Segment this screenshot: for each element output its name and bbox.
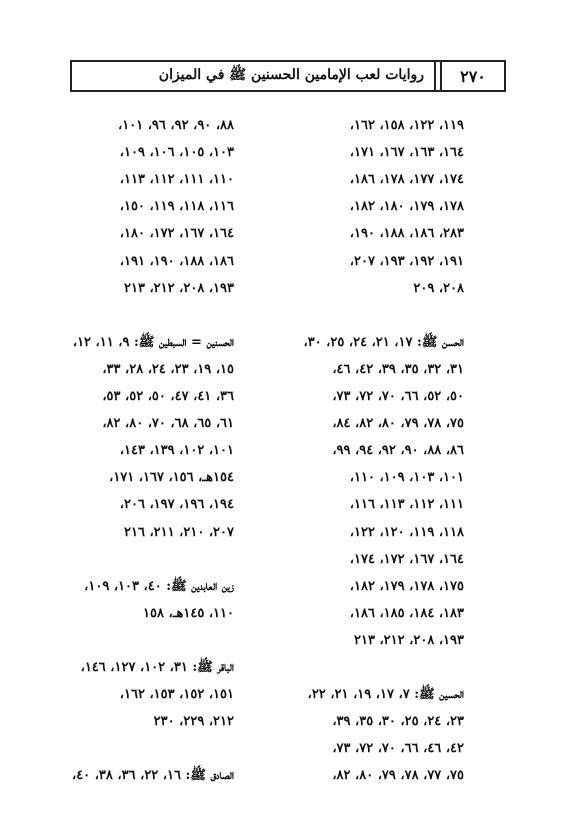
index-line: ١٨٦، ١٨٨، ١٩٠، ١٩١، [119,253,234,269]
index-line: ١٠١، ١٠٢، ١٣٩، ١٤٣، [119,443,234,459]
header-divider [434,62,436,90]
index-line: ٨٨، ٩٠، ٩٢، ٩٦، ١٠١، [118,118,234,133]
index-line: ١٦٤، ١٦٧، ١٧٢، ١٧٤، [349,551,464,567]
index-line: ١٦٤، ١٦٧، ١٧٢، ١٨٠، [119,226,234,242]
index-line: ١٠٣، ١٠٥، ١٠٦، ١٠٩، [119,145,234,161]
index-line: ٢٠٧، ٢١٠، ٢١١، ٢١٦ [123,524,234,540]
index-line: زين العابدين ﷺ: ٤٠، ١٠٣، ١٠٩، [84,578,234,594]
index-line: ٨٦، ٨٨، ٩٠، ٩٢، ٩٤، ٩٩، [332,443,464,459]
index-line: ٢١٢، ٢٢٩، ٢٣٠ [153,714,234,730]
index-line: ١١١، ١١٢، ١١٣، ١١٦، [349,497,464,513]
running-title: روايات لعب الإمامين الحسنين ﷺ في الميزان [158,67,424,83]
index-line: الحسنين = السبطين ﷺ: ٩، ١١، ١٢، [72,334,234,350]
index-line: ١١٦، ١١٨، ١١٩، ١٥٠، [119,199,234,215]
index-line: ٢٣، ٢٤، ٢٥، ٣٠، ٣٥، ٣٩، [332,714,464,730]
index-line: ٣٦، ٤١، ٤٧، ٥٠، ٥٢، ٥٣، [102,389,234,404]
index-line: ١٩٣، ٢٠٨، ٢١٢، ٢١٣ [353,632,464,648]
index-line: الصادق ﷺ: ١٦، ٢٢، ٣٦، ٣٨، ٤٠، [72,768,234,784]
index-line: ٢٨٣، ١٨٦، ١٨٨، ١٩٠، [349,226,464,242]
index-line: ١٥، ١٩، ٢٣، ٢٤، ٢٨، ٣٣، [102,361,234,377]
index-line: ١٩٤، ١٩٦، ١٩٧، ٢٠٦، [119,497,234,513]
index-line: ٧٥، ٧٧، ٧٨، ٧٩، ٨٠، ٨٢، [332,768,464,784]
index-line: ١١٨، ١١٩، ١٢٠، ١٢٢، [349,524,464,540]
index-line: ١٠١، ١٠٣، ١٠٩، ١١٠، [349,470,464,486]
index-line: ٢٠٨، ٢٠٩ [413,280,464,296]
index-line: ٥٠، ٥٢، ٦٦، ٧٠، ٧٢، ٧٣، [332,389,464,404]
index-line: ١١٠، ١٤٥هـ، ١٥٨ [143,605,234,621]
page-number: ٢٧٠ [460,66,486,86]
index-line: ١٧٨، ١٧٩، ١٨٠، ١٨٢، [349,199,464,215]
index-line: ١٩١، ١٩٢، ١٩٣، ٢٠٧، [349,253,464,269]
index-line: ١٧٤، ١٧٧، ١٧٨، ١٨٦، [349,172,464,188]
index-line: ١٥١، ١٥٢، ١٥٣، ١٦٢، [119,687,234,703]
page-header [70,60,506,92]
index-line: الباقر ﷺ: ٣١، ١٠٢، ١٢٧، ١٤٦، [80,660,234,675]
index-line: ٧٥، ٧٨، ٧٩، ٨٠، ٨٢، ٨٤، [332,416,464,432]
index-line: ١٩٣، ٢٠٨، ٢١٢، ٢١٣ [123,280,234,296]
index-line: ١١٩، ١٢٢، ١٥٨، ١٦٢، [349,118,464,133]
index-line: ١٨٣، ١٨٤، ١٨٥، ١٨٦، [349,605,464,621]
index-line: الحسن ﷺ: ١٧، ٢١، ٢٤، ٢٥، ٣٠، [303,334,464,350]
index-line: ٣١، ٣٢، ٣٥، ٣٩، ٤٢، ٤٦، [332,361,464,377]
index-line: ٤٢، ٤٦، ٦٦، ٧٠، ٧٢، ٧٣، [332,741,464,757]
index-line: الحسين ﷺ: ٧، ١٧، ١٩، ٢١، ٢٢، [307,687,464,703]
index-line: ١٥٤هـ، ١٥٦، ١٦٧، ١٧١، [109,470,234,486]
index-line: ١٧٥، ١٧٨، ١٧٩، ١٨٢، [349,578,464,594]
index-line: ١١٠، ١١١، ١١٢، ١١٣، [119,172,234,188]
index-line: ٦١، ٦٥، ٦٨، ٧٠، ٨٠، ٨٢، [102,416,234,432]
index-line: ١٦٤، ١٦٣، ١٦٧، ١٧١، [349,145,464,161]
